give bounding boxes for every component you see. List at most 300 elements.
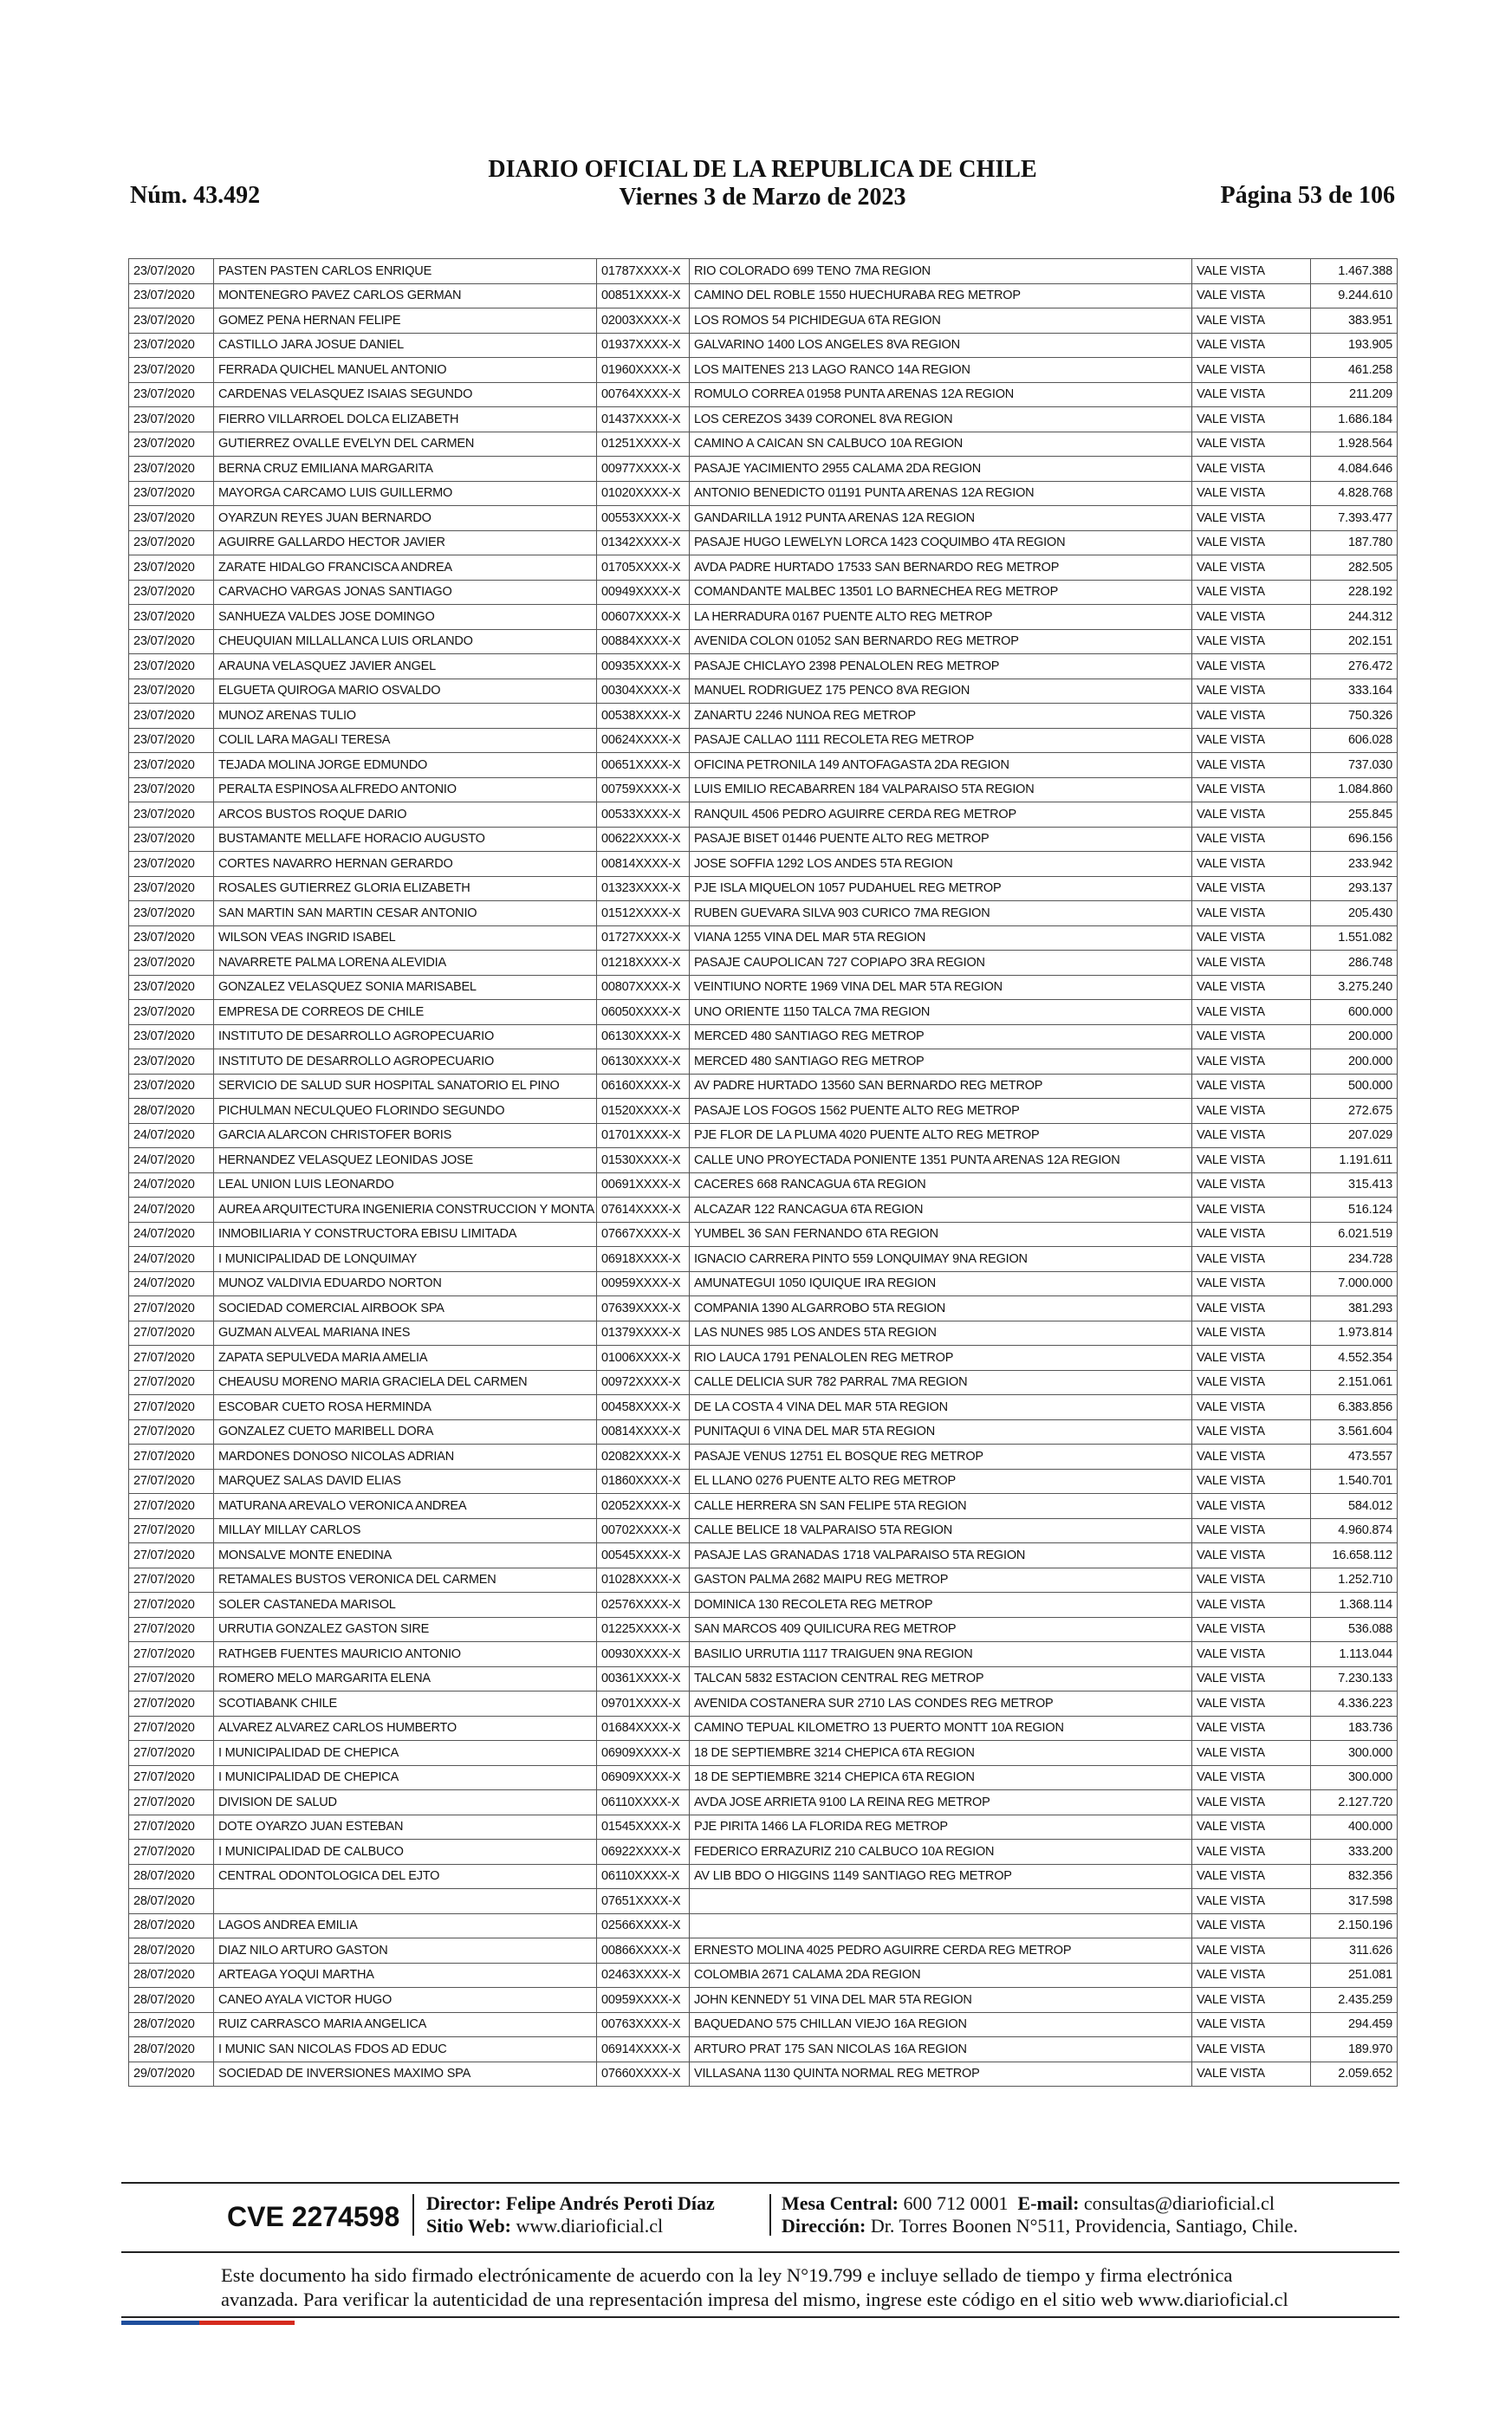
name-cell: BUSTAMANTE MELLAFE HORACIO AUGUSTO — [214, 827, 597, 852]
date-cell: 24/07/2020 — [129, 1198, 214, 1223]
address-cell: BAQUEDANO 575 CHILLAN VIEJO 16A REGION — [690, 2012, 1192, 2037]
email-link[interactable]: consultas@diarioficial.cl — [1083, 2192, 1275, 2214]
address-cell: CALLE DELICIA SUR 782 PARRAL 7MA REGION — [690, 1370, 1192, 1395]
date-cell: 27/07/2020 — [129, 1469, 214, 1494]
footer-bottom-rule — [121, 2316, 1399, 2318]
name-cell: MAYORGA CARCAMO LUIS GUILLERMO — [214, 481, 597, 506]
address-cell: MERCED 480 SANTIAGO REG METROP — [690, 1049, 1192, 1075]
table-row — [129, 925, 1398, 951]
date-cell: 23/07/2020 — [129, 629, 214, 654]
payment-type-cell: VALE VISTA — [1192, 1963, 1311, 1988]
address-cell: JOHN KENNEDY 51 VINA DEL MAR 5TA REGION — [690, 1988, 1192, 2013]
amount-cell: 1.973.814 — [1311, 1321, 1398, 1346]
rut-cell: 00930XXXX-X — [597, 1642, 690, 1667]
amount-cell: 383.951 — [1311, 308, 1398, 334]
table-row — [129, 1864, 1398, 1889]
payment-type-cell: VALE VISTA — [1192, 777, 1311, 802]
address-label: Dirección: — [782, 2215, 866, 2237]
table-row — [129, 283, 1398, 308]
amount-cell: 832.356 — [1311, 1864, 1398, 1889]
name-cell: I MUNICIPALIDAD DE CALBUCO — [214, 1840, 597, 1865]
payment-type-cell: VALE VISTA — [1192, 1593, 1311, 1618]
rut-cell: 01530XXXX-X — [597, 1148, 690, 1173]
date-cell: 24/07/2020 — [129, 1172, 214, 1198]
rut-cell: 00545XXXX-X — [597, 1543, 690, 1568]
amount-cell: 1.084.860 — [1311, 777, 1398, 802]
table-row — [129, 1716, 1398, 1741]
name-cell: HERNANDEZ VELASQUEZ LEONIDAS JOSE — [214, 1148, 597, 1173]
address-cell: CALLE BELICE 18 VALPARAISO 5TA REGION — [690, 1518, 1192, 1543]
amount-cell: 4.336.223 — [1311, 1692, 1398, 1717]
address-cell: PASAJE CAUPOLICAN 727 COPIAPO 3RA REGION — [690, 951, 1192, 976]
date-cell: 28/07/2020 — [129, 1889, 214, 1914]
date-cell: 23/07/2020 — [129, 259, 214, 284]
date-cell: 27/07/2020 — [129, 1716, 214, 1741]
rut-cell: 00458XXXX-X — [597, 1395, 690, 1420]
payment-type-cell: VALE VISTA — [1192, 1419, 1311, 1445]
rut-cell: 06130XXXX-X — [597, 1024, 690, 1049]
address-cell: OFICINA PETRONILA 149 ANTOFAGASTA 2DA REGION — [690, 753, 1192, 778]
amount-cell: 333.200 — [1311, 1840, 1398, 1865]
name-cell: MARDONES DONOSO NICOLAS ADRIAN — [214, 1445, 597, 1470]
amount-cell: 300.000 — [1311, 1741, 1398, 1766]
table-row — [129, 506, 1398, 531]
address-cell: CALLE UNO PROYECTADA PONIENTE 1351 PUNTA ARENAS 12A REGION — [690, 1148, 1192, 1173]
address-cell: CAMINO A CAICAN SN CALBUCO 10A REGION — [690, 432, 1192, 457]
date-cell: 23/07/2020 — [129, 975, 214, 1000]
rut-cell: 06110XXXX-X — [597, 1790, 690, 1815]
payment-type-cell: VALE VISTA — [1192, 457, 1311, 482]
name-cell: COLIL LARA MAGALI TERESA — [214, 728, 597, 753]
rut-cell: 07639XXXX-X — [597, 1296, 690, 1321]
table-row — [129, 1913, 1398, 1938]
address-cell: COMANDANTE MALBEC 13501 LO BARNECHEA REG METROP — [690, 580, 1192, 605]
rut-cell: 01379XXXX-X — [597, 1321, 690, 1346]
rut-cell: 00807XXXX-X — [597, 975, 690, 1000]
rut-cell: 01342XXXX-X — [597, 530, 690, 555]
rut-cell: 00851XXXX-X — [597, 283, 690, 308]
amount-cell: 473.557 — [1311, 1445, 1398, 1470]
rut-cell: 06050XXXX-X — [597, 1000, 690, 1025]
amount-cell: 1.928.564 — [1311, 432, 1398, 457]
date-cell: 27/07/2020 — [129, 1666, 214, 1692]
name-cell: INSTITUTO DE DESARROLLO AGROPECUARIO — [214, 1049, 597, 1075]
name-cell: LEAL UNION LUIS LEONARDO — [214, 1172, 597, 1198]
rut-cell: 00622XXXX-X — [597, 827, 690, 852]
payment-type-cell: VALE VISTA — [1192, 1271, 1311, 1296]
amount-cell: 234.728 — [1311, 1247, 1398, 1272]
central-label: Mesa Central: — [782, 2192, 899, 2214]
address-cell: RANQUIL 4506 PEDRO AGUIRRE CERDA REG METROP — [690, 802, 1192, 828]
payment-type-cell: VALE VISTA — [1192, 1445, 1311, 1470]
amount-cell: 276.472 — [1311, 654, 1398, 679]
name-cell: URRUTIA GONZALEZ GASTON SIRE — [214, 1617, 597, 1642]
date-cell: 23/07/2020 — [129, 358, 214, 383]
rut-cell: 06110XXXX-X — [597, 1864, 690, 1889]
amount-cell: 300.000 — [1311, 1765, 1398, 1790]
address-cell: PJE PIRITA 1466 LA FLORIDA REG METROP — [690, 1815, 1192, 1840]
address-cell: ARTURO PRAT 175 SAN NICOLAS 16A REGION — [690, 2037, 1192, 2062]
payment-type-cell: VALE VISTA — [1192, 333, 1311, 358]
date-cell: 27/07/2020 — [129, 1419, 214, 1445]
address-cell: PASAJE CHICLAYO 2398 PENALOLEN REG METROP — [690, 654, 1192, 679]
amount-cell: 1.551.082 — [1311, 925, 1398, 951]
table-row — [129, 753, 1398, 778]
name-cell: ALVAREZ ALVAREZ CARLOS HUMBERTO — [214, 1716, 597, 1741]
date-cell: 24/07/2020 — [129, 1247, 214, 1272]
address-cell: CALLE HERRERA SN SAN FELIPE 5TA REGION — [690, 1494, 1192, 1519]
date-cell: 23/07/2020 — [129, 506, 214, 531]
name-cell: MATURANA AREVALO VERONICA ANDREA — [214, 1494, 597, 1519]
amount-cell: 333.164 — [1311, 679, 1398, 704]
name-cell: FERRADA QUICHEL MANUEL ANTONIO — [214, 358, 597, 383]
name-cell: DIAZ NILO ARTURO GASTON — [214, 1938, 597, 1964]
table-row — [129, 1172, 1398, 1198]
footer-top-rule — [121, 2182, 1399, 2184]
name-cell: CARDENAS VELASQUEZ ISAIAS SEGUNDO — [214, 382, 597, 407]
date-cell: 27/07/2020 — [129, 1568, 214, 1593]
amount-cell: 6.383.856 — [1311, 1395, 1398, 1420]
footer-divider — [412, 2194, 414, 2236]
rut-cell: 00607XXXX-X — [597, 605, 690, 630]
date-cell: 28/07/2020 — [129, 1963, 214, 1988]
date-cell: 27/07/2020 — [129, 1790, 214, 1815]
name-cell: GARCIA ALARCON CHRISTOFER BORIS — [214, 1123, 597, 1148]
address-cell: LOS ROMOS 54 PICHIDEGUA 6TA REGION — [690, 308, 1192, 334]
date-cell: 24/07/2020 — [129, 1123, 214, 1148]
amount-cell: 193.905 — [1311, 333, 1398, 358]
table-row — [129, 901, 1398, 926]
date-cell: 23/07/2020 — [129, 432, 214, 457]
name-cell: GOMEZ PENA HERNAN FELIPE — [214, 308, 597, 334]
address-cell: 18 DE SEPTIEMBRE 3214 CHEPICA 6TA REGION — [690, 1741, 1192, 1766]
amount-cell: 2.151.061 — [1311, 1370, 1398, 1395]
table-row — [129, 852, 1398, 877]
name-cell: MUNOZ ARENAS TULIO — [214, 704, 597, 729]
date-cell: 27/07/2020 — [129, 1692, 214, 1717]
rut-cell: 01512XXXX-X — [597, 901, 690, 926]
date-cell: 23/07/2020 — [129, 283, 214, 308]
payment-type-cell: VALE VISTA — [1192, 1074, 1311, 1099]
table-row — [129, 555, 1398, 581]
address-cell: DE LA COSTA 4 VINA DEL MAR 5TA REGION — [690, 1395, 1192, 1420]
name-cell: ARAUNA VELASQUEZ JAVIER ANGEL — [214, 654, 597, 679]
payment-type-cell: VALE VISTA — [1192, 2062, 1311, 2087]
table-row — [129, 358, 1398, 383]
name-cell: MARQUEZ SALAS DAVID ELIAS — [214, 1469, 597, 1494]
name-cell: CENTRAL ODONTOLOGICA DEL EJTO — [214, 1864, 597, 1889]
amount-cell: 1.191.611 — [1311, 1148, 1398, 1173]
date-cell: 28/07/2020 — [129, 1988, 214, 2013]
page-number: Página 53 de 106 — [1220, 182, 1395, 209]
flag-red-stripe — [199, 2321, 295, 2325]
name-cell: SANHUEZA VALDES JOSE DOMINGO — [214, 605, 597, 630]
table-row — [129, 481, 1398, 506]
payment-type-cell: VALE VISTA — [1192, 1815, 1311, 1840]
date-cell: 23/07/2020 — [129, 827, 214, 852]
rut-cell: 00977XXXX-X — [597, 457, 690, 482]
payment-type-cell: VALE VISTA — [1192, 1346, 1311, 1371]
address-value: Dr. Torres Boonen N°511, Providencia, Santiago, Chile. — [870, 2215, 1298, 2237]
date-cell: 27/07/2020 — [129, 1642, 214, 1667]
address-cell: AVENIDA COSTANERA SUR 2710 LAS CONDES REG METROP — [690, 1692, 1192, 1717]
date-cell: 23/07/2020 — [129, 679, 214, 704]
name-cell: PASTEN PASTEN CARLOS ENRIQUE — [214, 259, 597, 284]
amount-cell: 211.209 — [1311, 382, 1398, 407]
rut-cell: 01251XXXX-X — [597, 432, 690, 457]
address-cell: LOS MAITENES 213 LAGO RANCO 14A REGION — [690, 358, 1192, 383]
rut-cell: 00553XXXX-X — [597, 506, 690, 531]
address-cell: ROMULO CORREA 01958 PUNTA ARENAS 12A REGION — [690, 382, 1192, 407]
address-cell: MANUEL RODRIGUEZ 175 PENCO 8VA REGION — [690, 679, 1192, 704]
table-row — [129, 530, 1398, 555]
payment-type-cell: VALE VISTA — [1192, 1741, 1311, 1766]
address-cell: COLOMBIA 2671 CALAMA 2DA REGION — [690, 1963, 1192, 1988]
amount-cell: 516.124 — [1311, 1198, 1398, 1223]
date-cell: 23/07/2020 — [129, 802, 214, 828]
director-block — [426, 2192, 715, 2237]
address-cell: AMUNATEGUI 1050 IQUIQUE IRA REGION — [690, 1271, 1192, 1296]
table-row — [129, 407, 1398, 432]
table-row — [129, 1469, 1398, 1494]
table-row — [129, 2037, 1398, 2062]
date-cell: 24/07/2020 — [129, 1148, 214, 1173]
amount-cell: 6.021.519 — [1311, 1222, 1398, 1247]
rut-cell: 00764XXXX-X — [597, 382, 690, 407]
amount-cell: 600.000 — [1311, 1000, 1398, 1025]
rut-cell: 00624XXXX-X — [597, 728, 690, 753]
name-cell: CORTES NAVARRO HERNAN GERARDO — [214, 852, 597, 877]
address-cell: GANDARILLA 1912 PUNTA ARENAS 12A REGION — [690, 506, 1192, 531]
rut-cell: 00959XXXX-X — [597, 1988, 690, 2013]
table-row — [129, 777, 1398, 802]
amount-cell: 1.368.114 — [1311, 1593, 1398, 1618]
payment-type-cell: VALE VISTA — [1192, 358, 1311, 383]
amount-cell: 696.156 — [1311, 827, 1398, 852]
address-cell: UNO ORIENTE 1150 TALCA 7MA REGION — [690, 1000, 1192, 1025]
payment-type-cell: VALE VISTA — [1192, 1321, 1311, 1346]
name-cell: OYARZUN REYES JUAN BERNARDO — [214, 506, 597, 531]
rut-cell: 07667XXXX-X — [597, 1222, 690, 1247]
address-cell: CACERES 668 RANCAGUA 6TA REGION — [690, 1172, 1192, 1198]
date-cell: 23/07/2020 — [129, 457, 214, 482]
amount-cell: 381.293 — [1311, 1296, 1398, 1321]
rut-cell: 00361XXXX-X — [597, 1666, 690, 1692]
payment-type-cell: VALE VISTA — [1192, 852, 1311, 877]
date-cell: 23/07/2020 — [129, 777, 214, 802]
amount-cell: 251.081 — [1311, 1963, 1398, 1988]
table-row — [129, 1889, 1398, 1914]
date-cell: 23/07/2020 — [129, 901, 214, 926]
name-cell: GUTIERREZ OVALLE EVELYN DEL CARMEN — [214, 432, 597, 457]
address-cell: CAMINO DEL ROBLE 1550 HUECHURABA REG METROP — [690, 283, 1192, 308]
table-row — [129, 1000, 1398, 1025]
payment-type-cell: VALE VISTA — [1192, 1123, 1311, 1148]
rut-cell: 00304XXXX-X — [597, 679, 690, 704]
date-cell: 27/07/2020 — [129, 1296, 214, 1321]
table-row — [129, 1494, 1398, 1519]
date-cell: 27/07/2020 — [129, 1321, 214, 1346]
address-cell — [690, 1913, 1192, 1938]
web-link[interactable]: www.diarioficial.cl — [516, 2215, 664, 2237]
name-cell: PICHULMAN NECULQUEO FLORINDO SEGUNDO — [214, 1099, 597, 1124]
rut-cell: 00763XXXX-X — [597, 2012, 690, 2037]
amount-cell: 205.430 — [1311, 901, 1398, 926]
payment-type-cell: VALE VISTA — [1192, 1568, 1311, 1593]
payment-type-cell: VALE VISTA — [1192, 382, 1311, 407]
name-cell: FIERRO VILLARROEL DOLCA ELIZABETH — [214, 407, 597, 432]
table-row — [129, 1593, 1398, 1618]
rut-cell: 01937XXXX-X — [597, 333, 690, 358]
payment-type-cell: VALE VISTA — [1192, 1198, 1311, 1223]
date-cell: 23/07/2020 — [129, 876, 214, 901]
rut-cell: 01218XXXX-X — [597, 951, 690, 976]
rut-cell: 02566XXXX-X — [597, 1913, 690, 1938]
name-cell: MILLAY MILLAY CARLOS — [214, 1518, 597, 1543]
table-row — [129, 259, 1398, 284]
issue-number: Núm. 43.492 — [130, 182, 261, 209]
payment-type-cell: VALE VISTA — [1192, 1543, 1311, 1568]
email-label: E-mail: — [1017, 2192, 1080, 2214]
date-cell: 23/07/2020 — [129, 654, 214, 679]
table-row — [129, 382, 1398, 407]
payment-type-cell: VALE VISTA — [1192, 951, 1311, 976]
address-cell: EL LLANO 0276 PUENTE ALTO REG METROP — [690, 1469, 1192, 1494]
payment-type-cell: VALE VISTA — [1192, 1889, 1311, 1914]
amount-cell: 4.960.874 — [1311, 1518, 1398, 1543]
address-cell: AV LIB BDO O HIGGINS 1149 SANTIAGO REG METROP — [690, 1864, 1192, 1889]
payment-type-cell: VALE VISTA — [1192, 975, 1311, 1000]
table-row — [129, 2062, 1398, 2087]
rut-cell: 00691XXXX-X — [597, 1172, 690, 1198]
payment-type-cell: VALE VISTA — [1192, 901, 1311, 926]
amount-cell: 4.552.354 — [1311, 1346, 1398, 1371]
rut-cell: 00814XXXX-X — [597, 852, 690, 877]
amount-cell: 200.000 — [1311, 1024, 1398, 1049]
address-cell: SAN MARCOS 409 QUILICURA REG METROP — [690, 1617, 1192, 1642]
name-cell: MUNOZ VALDIVIA EDUARDO NORTON — [214, 1271, 597, 1296]
table-row — [129, 1815, 1398, 1840]
payment-type-cell: VALE VISTA — [1192, 1049, 1311, 1075]
date-cell: 23/07/2020 — [129, 530, 214, 555]
table-row — [129, 1099, 1398, 1124]
table-row — [129, 1617, 1398, 1642]
name-cell: ARCOS BUSTOS ROQUE DARIO — [214, 802, 597, 828]
name-cell: TEJADA MOLINA JORGE EDMUNDO — [214, 753, 597, 778]
payments-table-body — [129, 259, 1398, 2087]
table-row — [129, 1074, 1398, 1099]
table-row — [129, 1123, 1398, 1148]
amount-cell: 202.151 — [1311, 629, 1398, 654]
rut-cell: 01225XXXX-X — [597, 1617, 690, 1642]
name-cell: SOCIEDAD DE INVERSIONES MAXIMO SPA — [214, 2062, 597, 2087]
payment-type-cell: VALE VISTA — [1192, 925, 1311, 951]
rut-cell: 01960XXXX-X — [597, 358, 690, 383]
address-cell: COMPANIA 1390 ALGARROBO 5TA REGION — [690, 1296, 1192, 1321]
table-row — [129, 1049, 1398, 1075]
amount-cell: 233.942 — [1311, 852, 1398, 877]
flag-blue-stripe — [121, 2321, 199, 2325]
payment-type-cell: VALE VISTA — [1192, 1666, 1311, 1692]
address-cell: PASAJE CALLAO 1111 RECOLETA REG METROP — [690, 728, 1192, 753]
footer-mid-rule — [121, 2251, 1399, 2253]
payment-type-cell: VALE VISTA — [1192, 1716, 1311, 1741]
rut-cell: 02052XXXX-X — [597, 1494, 690, 1519]
name-cell: I MUNICIPALIDAD DE CHEPICA — [214, 1741, 597, 1766]
payment-type-cell: VALE VISTA — [1192, 1617, 1311, 1642]
name-cell: I MUNIC SAN NICOLAS FDOS AD EDUC — [214, 2037, 597, 2062]
rut-cell: 02082XXXX-X — [597, 1445, 690, 1470]
name-cell: GONZALEZ VELASQUEZ SONIA MARISABEL — [214, 975, 597, 1000]
payment-type-cell: VALE VISTA — [1192, 1222, 1311, 1247]
name-cell: RATHGEB FUENTES MAURICIO ANTONIO — [214, 1642, 597, 1667]
payment-type-cell: VALE VISTA — [1192, 1099, 1311, 1124]
payment-type-cell: VALE VISTA — [1192, 753, 1311, 778]
amount-cell: 207.029 — [1311, 1123, 1398, 1148]
rut-cell: 01028XXXX-X — [597, 1568, 690, 1593]
address-cell: PASAJE LOS FOGOS 1562 PUENTE ALTO REG METROP — [690, 1099, 1192, 1124]
rut-cell: 00935XXXX-X — [597, 654, 690, 679]
date-cell: 23/07/2020 — [129, 852, 214, 877]
table-row — [129, 1222, 1398, 1247]
amount-cell: 7.000.000 — [1311, 1271, 1398, 1296]
table-row — [129, 1938, 1398, 1964]
address-cell: LAS NUNES 985 LOS ANDES 5TA REGION — [690, 1321, 1192, 1346]
table-row — [129, 1148, 1398, 1173]
name-cell: EMPRESA DE CORREOS DE CHILE — [214, 1000, 597, 1025]
date-cell: 27/07/2020 — [129, 1815, 214, 1840]
amount-cell: 750.326 — [1311, 704, 1398, 729]
cve-code: CVE 2274598 — [227, 2201, 400, 2232]
payment-type-cell: VALE VISTA — [1192, 1469, 1311, 1494]
date-cell: 27/07/2020 — [129, 1617, 214, 1642]
date-cell: 23/07/2020 — [129, 333, 214, 358]
name-cell: RUIZ CARRASCO MARIA ANGELICA — [214, 2012, 597, 2037]
amount-cell: 282.505 — [1311, 555, 1398, 581]
address-cell: AVDA JOSE ARRIETA 9100 LA REINA REG METROP — [690, 1790, 1192, 1815]
address-cell: AVDA PADRE HURTADO 17533 SAN BERNARDO REG METROP — [690, 555, 1192, 581]
table-row — [129, 1370, 1398, 1395]
payment-type-cell: VALE VISTA — [1192, 1370, 1311, 1395]
address-cell: PASAJE HUGO LEWELYN LORCA 1423 COQUIMBO 4TA REGION — [690, 530, 1192, 555]
name-cell: RETAMALES BUSTOS VERONICA DEL CARMEN — [214, 1568, 597, 1593]
name-cell: NAVARRETE PALMA LORENA ALEVIDIA — [214, 951, 597, 976]
amount-cell: 1.113.044 — [1311, 1642, 1398, 1667]
table-row — [129, 1271, 1398, 1296]
rut-cell: 01787XXXX-X — [597, 259, 690, 284]
table-row — [129, 1741, 1398, 1766]
address-cell: RIO LAUCA 1791 PENALOLEN REG METROP — [690, 1346, 1192, 1371]
rut-cell: 06909XXXX-X — [597, 1741, 690, 1766]
payment-type-cell: VALE VISTA — [1192, 1790, 1311, 1815]
name-cell: CHEUQUIAN MILLALLANCA LUIS ORLANDO — [214, 629, 597, 654]
payment-type-cell: VALE VISTA — [1192, 1518, 1311, 1543]
date-cell: 28/07/2020 — [129, 1913, 214, 1938]
address-cell: ERNESTO MOLINA 4025 PEDRO AGUIRRE CERDA REG METROP — [690, 1938, 1192, 1964]
date-cell: 23/07/2020 — [129, 580, 214, 605]
rut-cell: 01701XXXX-X — [597, 1123, 690, 1148]
rut-cell: 00702XXXX-X — [597, 1518, 690, 1543]
rut-cell: 06130XXXX-X — [597, 1049, 690, 1075]
date-cell: 27/07/2020 — [129, 1494, 214, 1519]
table-row — [129, 704, 1398, 729]
rut-cell: 00538XXXX-X — [597, 704, 690, 729]
amount-cell: 7.393.477 — [1311, 506, 1398, 531]
amount-cell: 3.275.240 — [1311, 975, 1398, 1000]
amount-cell: 500.000 — [1311, 1074, 1398, 1099]
date-cell: 28/07/2020 — [129, 1938, 214, 1964]
table-row — [129, 827, 1398, 852]
